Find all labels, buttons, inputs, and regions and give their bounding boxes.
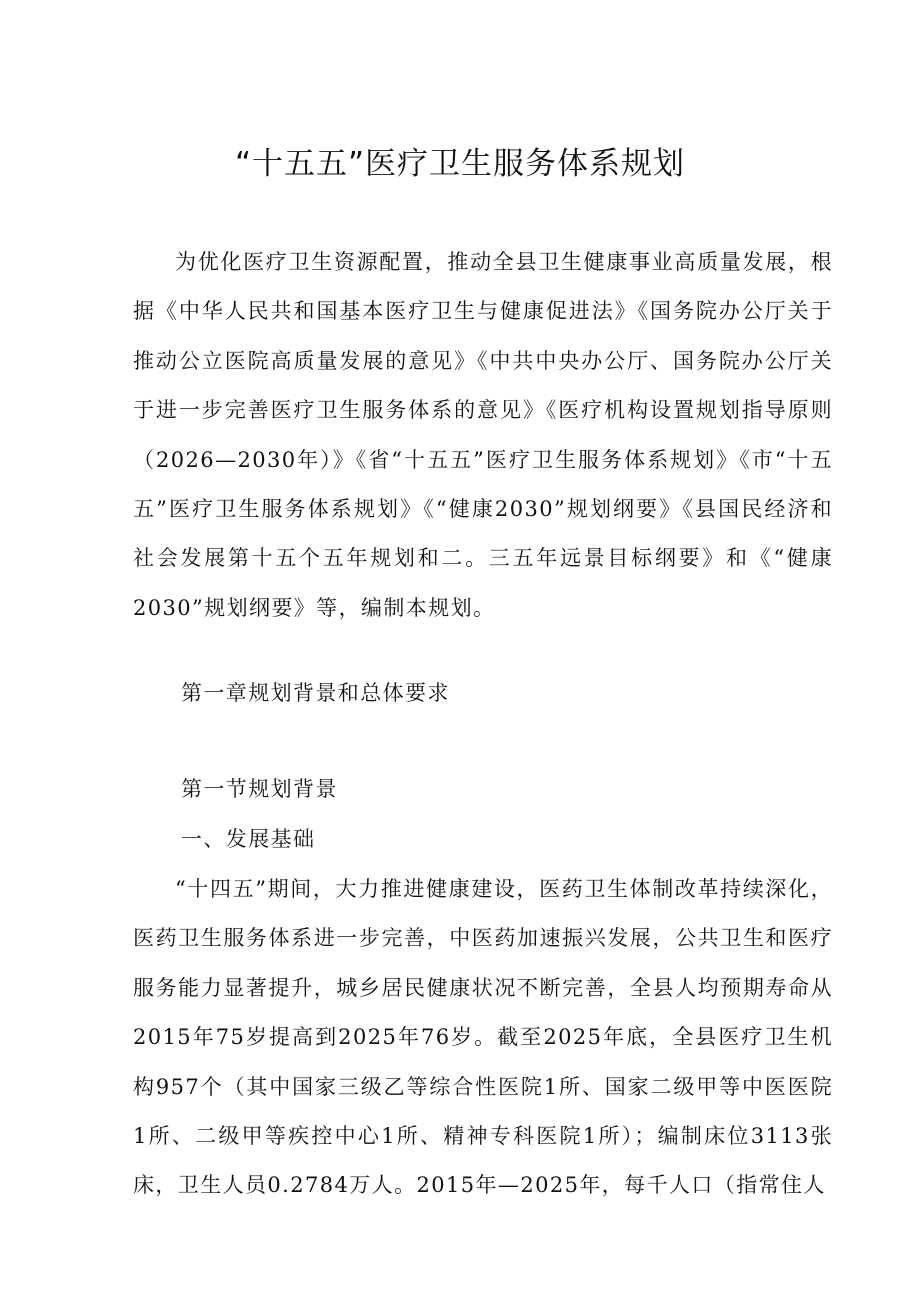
section-heading: 第一节规划背景 [181, 777, 338, 801]
intro-paragraph: 为优化医疗卫生资源配置，推动全县卫生健康事业高质量发展，根据《中华人民共和国基本医疗卫生与健康促进法》《国务院办公厅关于推动公立医院高质量发展的意见》《中共中央办公厅、国务院办公厅关于进一步完善医疗卫生服务体系的意见》《医疗机构设置规划指导原则（2026—2030年）》《省“十五五”医疗卫生服务体系规划》《市“十五五”医疗卫生服务体系规划》《“健康2030”规划纲要》《县国民经济和社会发展第十五个五年规划和二。三五年远景目标纲要》和《“健康2030”规划纲要》等，编制本规划。 [133, 250, 833, 620]
chapter-heading: 第一章规划背景和总体要求 [181, 681, 450, 705]
document-title: “十五五”医疗卫生服务体系规划 [234, 146, 686, 182]
body-paragraph: “十四五”期间，大力推进健康建设，医药卫生体制改革持续深化，医药卫生服务体系进一步完善，中医药加速振兴发展，公共卫生和医疗服务能力显著提升，城乡居民健康状况不断完善，全县人均预期寿命从2015年75岁提高到2025年76岁。截至2025年底，全县医疗卫生机构957个（其中国家三级乙等综合性医院1所、国家二级甲等中医医院1所、二级甲等疾控中心1所、精神专科医院1所）；编制床位3113张床，卫生人员0.2784万人。2015年—2025年，每千人口（指常住人 [133, 877, 833, 1198]
subsection-heading: 一、发展基础 [181, 827, 316, 851]
